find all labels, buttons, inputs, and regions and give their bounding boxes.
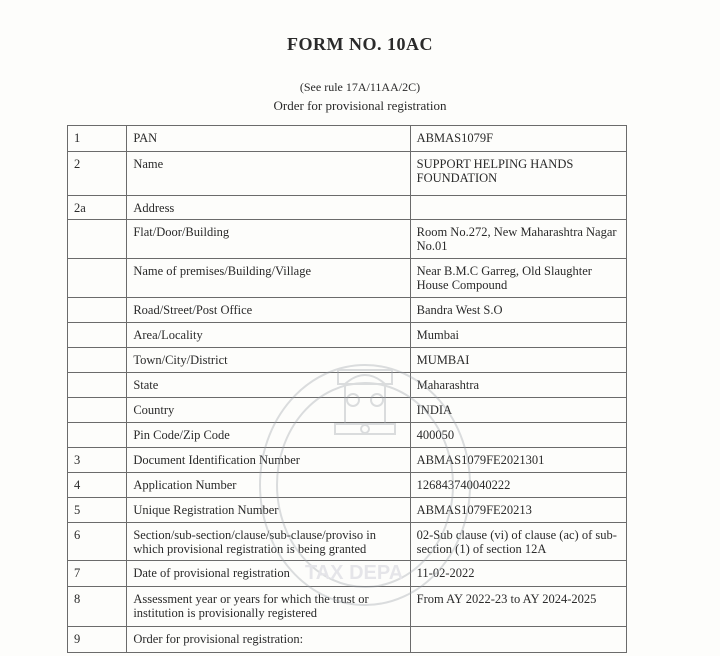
row-number: [68, 423, 127, 448]
row-value: 02-Sub clause (vi) of clause (ac) of sub-section (1) of section 12A: [410, 523, 626, 561]
row-label: Application Number: [127, 473, 410, 498]
watermark-text: TAX DEPA: [305, 562, 404, 584]
row-label: Document Identification Number: [127, 448, 410, 473]
row-label: State: [127, 373, 410, 398]
table-row: [68, 498, 627, 523]
table-row: [68, 561, 627, 587]
row-number: [68, 348, 127, 373]
row-value: ABMAS1079F: [410, 126, 626, 152]
table-row: [68, 220, 627, 259]
row-label: Pin Code/Zip Code: [127, 423, 410, 448]
row-number: [68, 298, 127, 323]
row-label: Town/City/District: [127, 348, 410, 373]
row-label: Date of provisional registration: [127, 561, 410, 587]
rule-reference: (See rule 17A/11AA/2C): [299, 80, 421, 94]
table-row: [68, 323, 627, 348]
table-row: [68, 348, 627, 373]
row-number: 4: [68, 473, 127, 498]
row-number: 8: [68, 587, 127, 627]
row-number: 5: [68, 498, 127, 523]
row-value: ABMAS1079FE2021301: [410, 448, 626, 473]
row-label: Order for provisional registration:: [127, 627, 410, 653]
row-value: Near B.M.C Garreg, Old Slaughter House Compound: [410, 259, 626, 298]
row-number: 6: [68, 523, 127, 561]
row-label: Road/Street/Post Office: [127, 298, 410, 323]
table-row: [68, 196, 627, 220]
row-value: Bandra West S.O: [410, 298, 626, 323]
row-value: SUPPORT HELPING HANDS FOUNDATION: [410, 152, 626, 196]
row-value: Mumbai: [410, 323, 626, 348]
row-value: [410, 627, 626, 653]
row-value: [410, 196, 626, 220]
form-title: FORM NO. 10AC: [287, 34, 433, 54]
row-value: 11-02-2022: [410, 561, 626, 587]
table-row: [68, 523, 627, 561]
row-number: 1: [68, 126, 127, 152]
row-label: Address: [127, 196, 410, 220]
row-label: Name: [127, 152, 410, 196]
row-number: [68, 259, 127, 298]
table-row: [68, 473, 627, 498]
row-value: Maharashtra: [410, 373, 626, 398]
row-number: [68, 220, 127, 259]
table-row: [68, 373, 627, 398]
table-row: [68, 298, 627, 323]
row-number: [68, 398, 127, 423]
row-label: Section/sub-section/clause/sub-clause/proviso in which provisional registration is being granted: [127, 523, 410, 561]
row-value: Room No.272, New Maharashtra Nagar No.01: [410, 220, 626, 259]
table-row: [68, 423, 627, 448]
row-label: Unique Registration Number: [127, 498, 410, 523]
row-number: 7: [68, 561, 127, 587]
row-number: [68, 323, 127, 348]
row-value: 400050: [410, 423, 626, 448]
table-row: [68, 398, 627, 423]
row-number: [68, 373, 127, 398]
registration-table: [67, 125, 627, 653]
table-row: [68, 259, 627, 298]
row-number: 3: [68, 448, 127, 473]
row-label: Country: [127, 398, 410, 423]
row-value: INDIA: [410, 398, 626, 423]
table-row: [68, 152, 627, 196]
table-row: [68, 448, 627, 473]
row-label: Area/Locality: [127, 323, 410, 348]
row-number: 2a: [68, 196, 127, 220]
row-label: PAN: [127, 126, 410, 152]
table-row: [68, 587, 627, 627]
row-label: Name of premises/Building/Village: [127, 259, 410, 298]
row-number: 9: [68, 627, 127, 653]
table-row: [68, 627, 627, 653]
row-value: ABMAS1079FE20213: [410, 498, 626, 523]
form-heading: Order for provisional registration: [273, 98, 447, 113]
row-value: 126843740040222: [410, 473, 626, 498]
row-label: Flat/Door/Building: [127, 220, 410, 259]
row-value: From AY 2022-23 to AY 2024-2025: [410, 587, 626, 627]
row-value: MUMBAI: [410, 348, 626, 373]
row-label: Assessment year or years for which the trust or institution is provisionally registered: [127, 587, 410, 627]
table-row: [68, 126, 627, 152]
row-number: 2: [68, 152, 127, 196]
